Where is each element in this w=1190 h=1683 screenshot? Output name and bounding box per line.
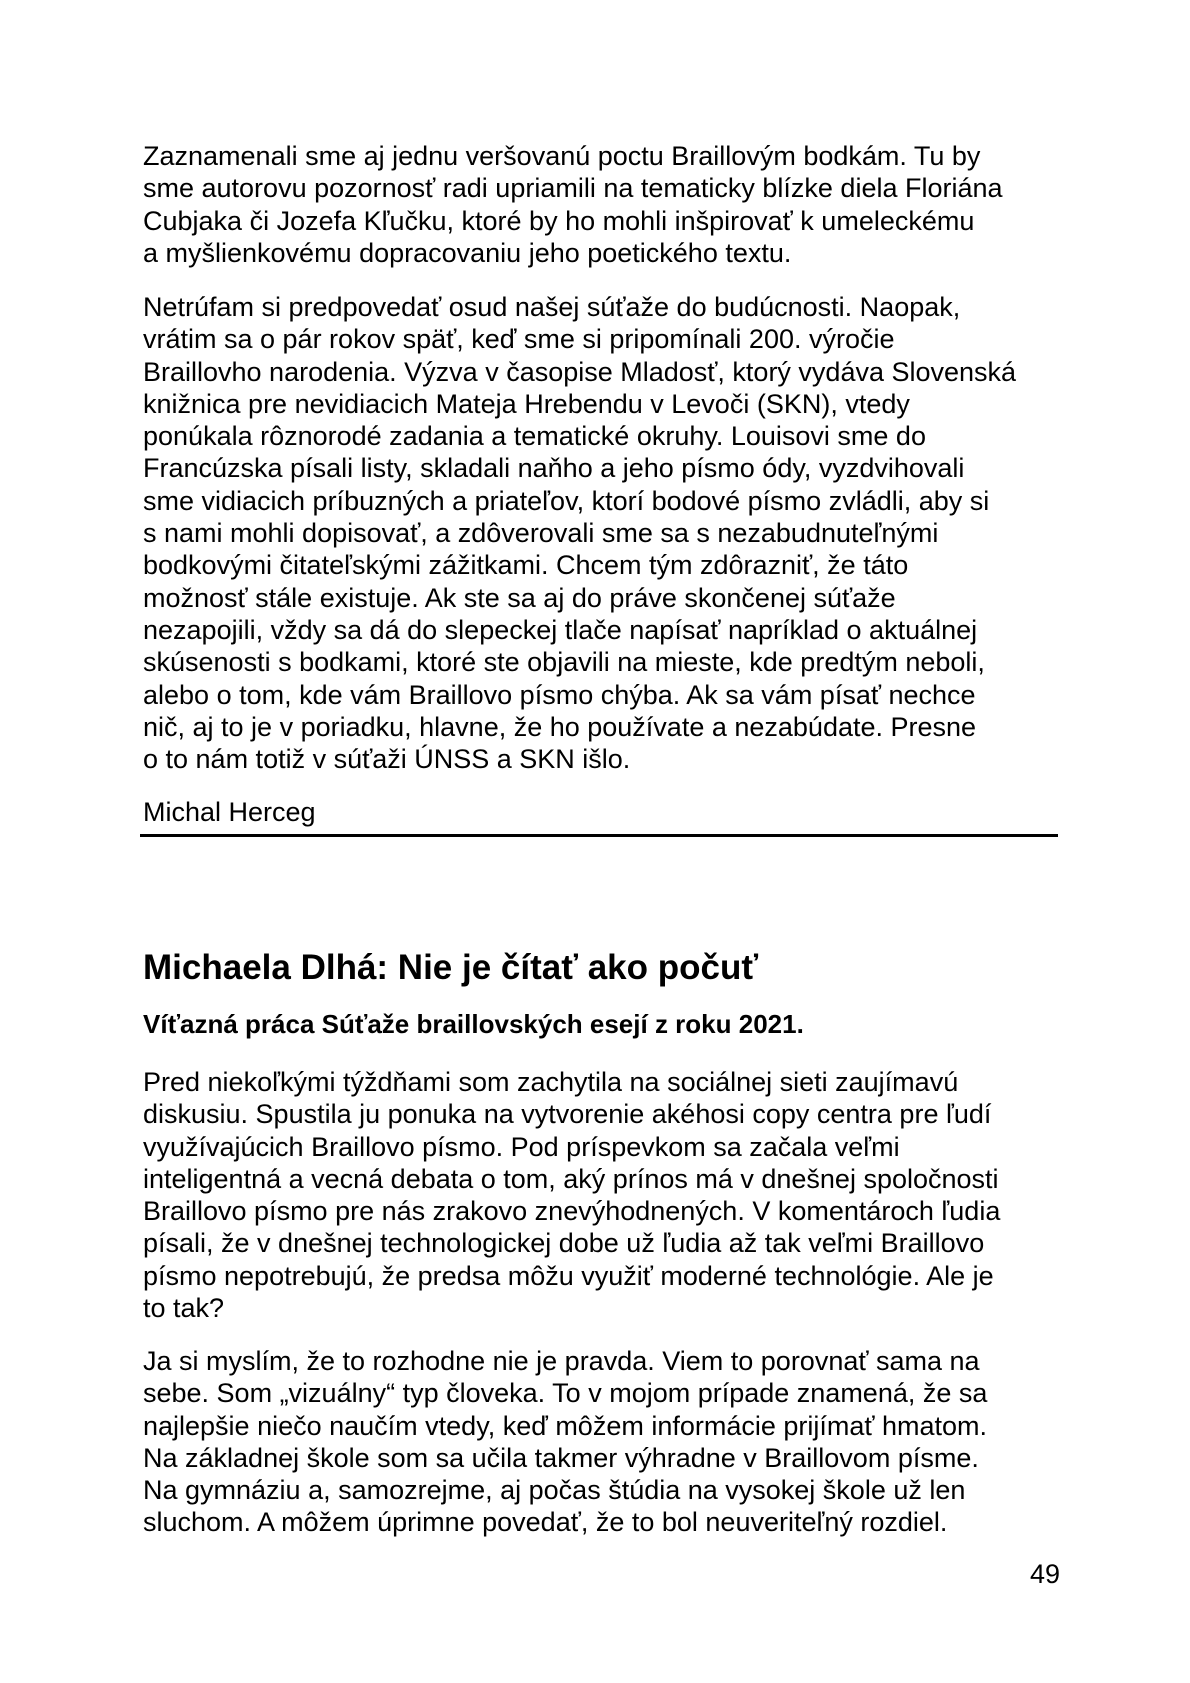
article-paragraph-1 [143,1066,1073,1324]
text-line: inteligentná a vecná debata o tom, aký prínos má v dnešnej spoločnosti [143,1163,999,1194]
text-line: ponúkala rôznorodé zadania a tematické okruhy. Louisovi sme do [143,421,926,452]
article-title: Michaela Dlhá: Nie je čítať ako počuť [143,948,759,987]
text-line: Braillovo písmo pre nás zrakovo znevýhodnených. V komentároch ľudia [143,1196,1001,1227]
text-line: Braillovho narodenia. Výzva v časopise Mladosť, ktorý vydáva Slovenská [143,356,1017,387]
text-line: využívajúcich Braillovo písmo. Pod príspevkom sa začala veľmi [143,1131,900,1162]
text-line: vrátim sa o pár rokov späť, keď sme si pripomínali 200. výročie [143,324,895,355]
text-line: o to nám totiž v súťaži ÚNSS a SKN išlo. [143,744,631,775]
intro-paragraph-2 [143,291,1073,775]
text-line: Na základnej škole som sa učila takmer výhradne v Braillovom písme. [143,1442,979,1473]
text-line: diskusiu. Spustila ju ponuka na vytvorenie akéhosi copy centra pre ľudí [143,1099,992,1130]
text-line: sme vidiacich príbuzných a priateľov, ktorí bodové písmo zvládli, aby si [143,485,990,516]
text-line: Pred niekoľkými týždňami som zachytila na sociálnej sieti zaujímavú [143,1067,959,1097]
text-line: sebe. Som „vizuálny“ typ človeka. To v mojom prípade znamená, že sa [143,1378,988,1409]
text-line: nezapojili, vždy sa dá do slepeckej tlače napísať napríklad o aktuálnej [143,614,978,645]
text-line: Francúzska písali listy, skladali naňho a jeho písmo ódy, vyzdvihovali [143,453,965,484]
text-line: písali, že v dnešnej technologickej dobe už ľudia až tak veľmi Braillovo [143,1228,985,1259]
text-line: najlepšie niečo naučím vtedy, keď môžem informácie prijímať hmatom. [143,1410,988,1441]
author-signature: Michal Herceg [143,797,316,827]
text-line: alebo o tom, kde vám Braillovo písmo chýba. Ak sa vám písať nechce [143,679,976,710]
section-divider [140,834,1058,837]
text-line: písmo nepotrebujú, že predsa môžu využiť moderné technológie. Ale je [143,1260,994,1291]
page-number: 49 [1029,1559,1060,1589]
text-line: možnosť stále existuje. Ak ste sa aj do práve skončenej súťaže [143,582,896,613]
text-line: sluchom. A môžem úprimne povedať, že to bol neuveriteľný rozdiel. [143,1507,948,1538]
text-line: sme autorovu pozornosť radi upriamili na tematicky blízke diela Floriána [143,173,1003,204]
text-line: to tak? [143,1293,225,1324]
text-line: a myšlienkovému dopracovaniu jeho poetického textu. [143,237,792,268]
text-line: Netrúfam si predpovedať osud našej súťaže do budúcnosti. Naopak, [143,292,961,322]
text-line: nič, aj to je v poriadku, hlavne, že ho používate a nezabúdate. Presne [143,711,977,742]
text-line: knižnica pre nevidiacich Mateja Hrebendu v Levoči (SKN), vtedy [143,388,910,419]
article-subtitle: Víťazná práca Súťaže braillovských esejí z roku 2021. [143,1009,804,1039]
article-paragraph-2 [143,1345,1073,1539]
text-line: s nami mohli dopisovať, a zdôverovali sme sa s nezabudnuteľnými [143,518,939,549]
intro-paragraph-1 [143,140,1073,269]
text-line: Na gymnáziu a, samozrejme, aj počas štúdia na vysokej škole už len [143,1475,966,1506]
text-line: bodkovými čitateľskými zážitkami. Chcem tým zdôrazniť, že táto [143,550,909,581]
text-line: Ja si myslím, že to rozhodne nie je pravda. Viem to porovnať sama na [143,1346,980,1376]
text-line: skúsenosti s bodkami, ktoré ste objavili na mieste, kde predtým neboli, [143,647,985,678]
text-line: Cubjaka či Jozefa Kľučku, ktoré by ho mohli inšpirovať k umeleckému [143,205,975,236]
text-line: Zaznamenali sme aj jednu veršovanú poctu Braillovým bodkám. Tu by [143,141,981,171]
